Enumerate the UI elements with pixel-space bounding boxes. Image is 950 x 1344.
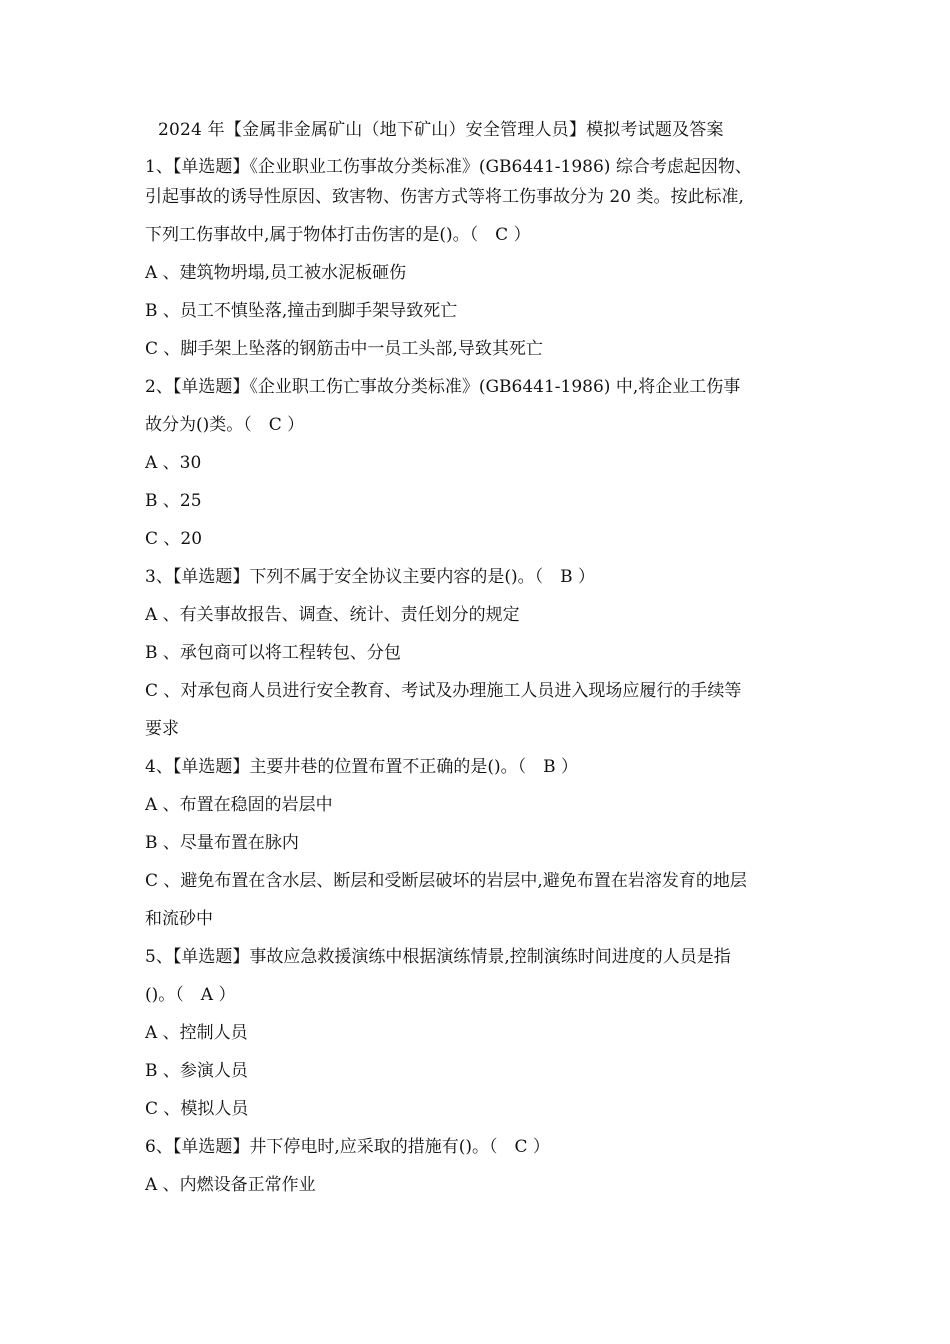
question-1-option-c: C 、脚手架上坠落的钢筋击中一员工头部,导致其死亡 <box>145 339 543 359</box>
question-5-option-a: A 、控制人员 <box>145 1023 248 1043</box>
question-2-stem-line-2: 故分为()类。（ C ） <box>145 415 305 435</box>
question-4-option-b: B 、尽量布置在脉内 <box>145 833 299 853</box>
question-2-option-c: C 、20 <box>145 529 203 549</box>
question-2-stem-line-1: 2、【单选题】《企业职工伤亡事故分类标准》(GB6441-1986) 中,将企业工伤事 <box>145 377 741 397</box>
question-4-stem: 4、【单选题】主要井巷的位置布置不正确的是()。（ B ） <box>145 757 578 777</box>
question-5-option-c: C 、模拟人员 <box>145 1099 249 1119</box>
question-5-stem-line-2: ()。（ A ） <box>145 985 236 1005</box>
question-list <box>145 152 815 1208</box>
question-1-option-b: B 、员工不慎坠落,撞击到脚手架导致死亡 <box>145 301 458 321</box>
question-4-option-c-line-2: 和流砂中 <box>145 909 213 929</box>
question-5-option-b: B 、参演人员 <box>145 1061 248 1081</box>
document-title: 2024 年【金属非金属矿山（地下矿山）安全管理人员】模拟考试题及答案 <box>158 120 724 140</box>
question-3-option-a: A 、有关事故报告、调查、统计、责任划分的规定 <box>145 605 520 625</box>
question-4-option-c-line-1: C 、避免布置在含水层、断层和受断层破坏的岩层中,避免布置在岩溶发育的地层 <box>145 871 747 891</box>
question-3-option-c-line-1: C 、对承包商人员进行安全教育、考试及办理施工人员进入现场应履行的手续等 <box>145 681 742 701</box>
question-1-stem-line-1: 1、【单选题】《企业职业工伤事故分类标准》(GB6441-1986) 综合考虑起因物、 <box>145 157 752 177</box>
question-4-option-a: A 、布置在稳固的岩层中 <box>145 795 333 815</box>
question-3-option-c-line-2: 要求 <box>145 719 179 739</box>
question-2-option-b: B 、25 <box>145 491 202 511</box>
question-1-stem-line-3: 下列工伤事故中,属于物体打击伤害的是()。（ C ） <box>145 225 531 245</box>
question-6-stem: 6、【单选题】井下停电时,应采取的措施有()。（ C ） <box>145 1137 550 1157</box>
question-6-option-a: A 、内燃设备正常作业 <box>145 1175 316 1195</box>
question-5-stem-line-1: 5、【单选题】事故应急救援演练中根据演练情景,控制演练时间进度的人员是指 <box>145 947 731 967</box>
question-3-option-b: B 、承包商可以将工程转包、分包 <box>145 643 401 663</box>
question-1-option-a: A 、建筑物坍塌,员工被水泥板砸伤 <box>145 263 407 283</box>
question-3-stem: 3、【单选题】下列不属于安全协议主要内容的是()。（ B ） <box>145 567 595 587</box>
question-2-option-a: A 、30 <box>145 453 202 473</box>
question-1-stem-line-2: 引起事故的诱导性原因、致害物、伤害方式等将工伤事故分为 20 类。按此标准, <box>145 187 744 207</box>
